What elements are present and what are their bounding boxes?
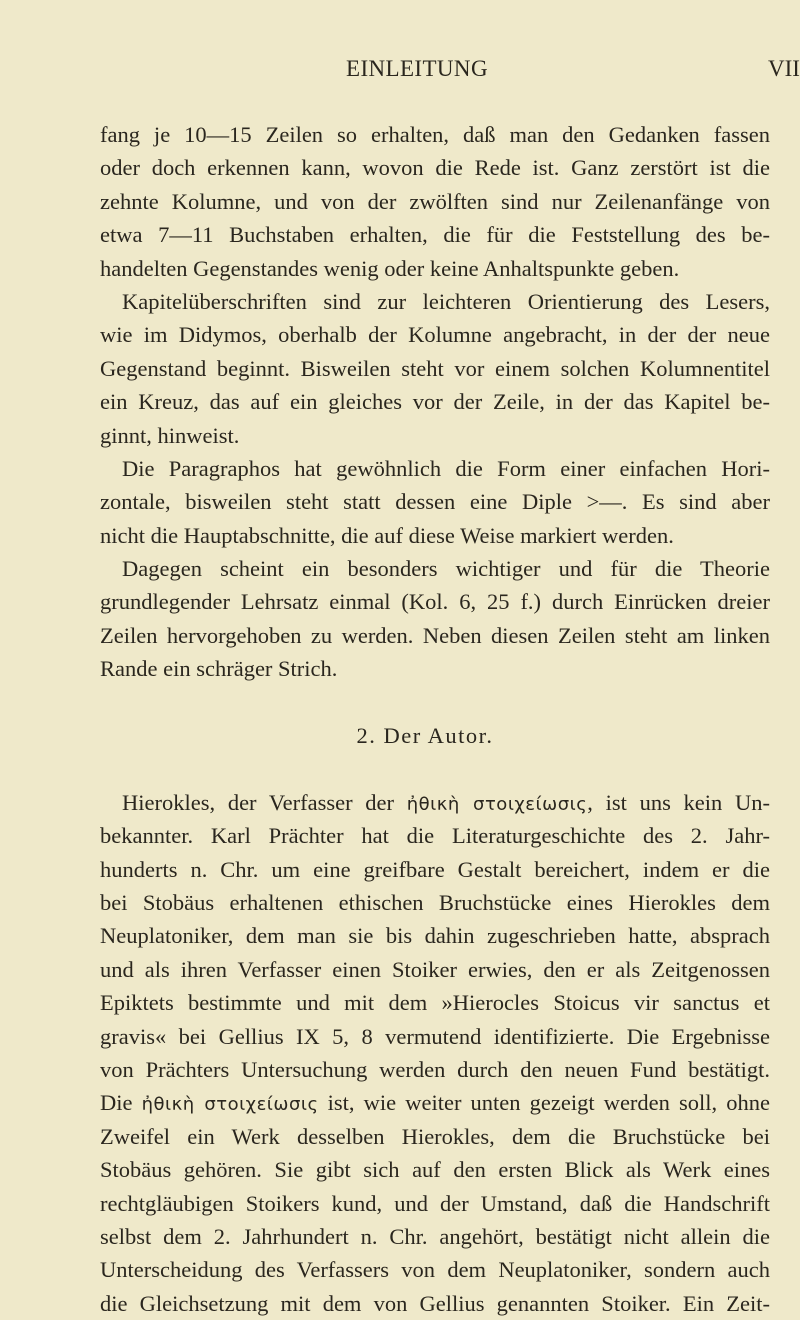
text-line: gravis« bei Gellius IX 5, 8 vermutend identifizierte. Die Ergebnisse: [100, 1023, 770, 1049]
text-line: selbst dem 2. Jahrhundert n. Chr. angehört, bestätigt nicht allein die: [100, 1223, 770, 1249]
text-line: nicht die Hauptabschnitte, die auf diese Weise markiert werden.: [100, 522, 674, 548]
text-line: von Prächters Untersuchung werden durch den neuen Fund bestätigt.: [100, 1056, 770, 1082]
text-line: und als ihren Verfasser einen Stoiker erwies, den er als Zeitgenossen: [100, 956, 770, 982]
text-line: etwa 7—11 Buchstaben erhalten, die für die Feststellung des be-: [100, 222, 770, 248]
text-line: ginnt, hinweist.: [100, 422, 240, 448]
text-line: grundlegender Lehrsatz einmal (Kol. 6, 25 f.) durch Einrücken dreier: [100, 589, 770, 615]
text-line: Zeilen hervorgehoben zu werden. Neben diesen Zeilen steht am linken: [100, 622, 770, 648]
text-segment: , ist uns kein Un-: [587, 789, 770, 815]
text-line: [100, 1086, 770, 1119]
text-line: Unterscheidung des Verfassers von dem Neuplatoniker, sondern auch: [100, 1257, 770, 1283]
text-line: Kapitelüberschriften sind zur leichteren Orientierung des Lesers,: [122, 288, 770, 314]
greek-title: ἠθικὴ στοιχείωσις: [406, 793, 588, 815]
text-line: Neuplatoniker, dem man sie bis dahin zugeschrieben hatte, absprach: [100, 923, 770, 949]
running-head: [100, 56, 800, 86]
greek-title: ἠθικὴ στοιχείωσις: [141, 1094, 319, 1116]
section-heading: 2. Der Autor.: [356, 723, 494, 749]
text-line: bei Stobäus erhaltenen ethischen Bruchstücke eines Hierokles dem: [100, 889, 770, 915]
text-line: zontale, bisweilen steht statt dessen eine Diple >—. Es sind aber: [100, 489, 770, 515]
text-line: ein Kreuz, das auf ein gleiches vor der Zeile, in der das Kapitel be-: [100, 389, 770, 415]
text-line: bekannter. Karl Prächter hat die Literaturgeschichte des 2. Jahr-: [100, 823, 770, 849]
text-line: Epiktets bestimmte und mit dem »Hierocles Stoicus vir sanctus et: [100, 990, 770, 1016]
text-line: zehnte Kolumne, und von der zwölften sind nur Zeilenanfänge von: [100, 188, 770, 214]
text-line: Die Paragraphos hat gewöhnlich die Form einer einfachen Hori-: [122, 455, 770, 481]
text-line: Gegenstand beginnt. Bisweilen steht vor einem solchen Kolumnentitel: [100, 355, 770, 381]
text-segment: ist, wie weiter unten gezeigt werden soll, ohne: [318, 1090, 770, 1116]
text-line: oder doch erkennen kann, wovon die Rede ist. Ganz zerstört ist die: [100, 155, 770, 181]
running-title: EINLEITUNG: [346, 56, 488, 81]
text-line: Zweifel ein Werk desselben Hierokles, dem die Bruchstücke bei: [100, 1123, 770, 1149]
text-segment: Hierokles, der Verfasser der: [122, 789, 407, 815]
text-line: Dagegen scheint ein besonders wichtiger und für die Theorie: [122, 556, 770, 582]
text-segment: Die: [100, 1090, 142, 1116]
text-line: die Gleichsetzung mit dem von Gellius genannten Stoiker. Ein Zeit-: [100, 1290, 770, 1316]
text-line: handelten Gegenstandes wenig oder keine Anhaltspunkte geben.: [100, 255, 680, 281]
text-line: rechtgläubigen Stoikers kund, und der Umstand, daß die Handschrift: [100, 1190, 770, 1216]
body-text: [100, 118, 770, 1320]
text-line: Rande ein schräger Strich.: [100, 656, 338, 682]
section-gap: [100, 686, 770, 719]
section-gap: [100, 752, 770, 785]
text-line: Stobäus gehören. Sie gibt sich auf den ersten Blick als Werk eines: [100, 1157, 770, 1183]
text-line: [100, 786, 770, 819]
text-line: wie im Didymos, oberhalb der Kolumne angebracht, in der der neue: [100, 322, 770, 348]
text-line: fang je 10—15 Zeilen so erhalten, daß man den Gedanken fassen: [100, 122, 770, 147]
page-number: VII: [768, 56, 800, 81]
text-line: hunderts n. Chr. um eine greifbare Gestalt bereichert, indem er die: [100, 856, 770, 882]
